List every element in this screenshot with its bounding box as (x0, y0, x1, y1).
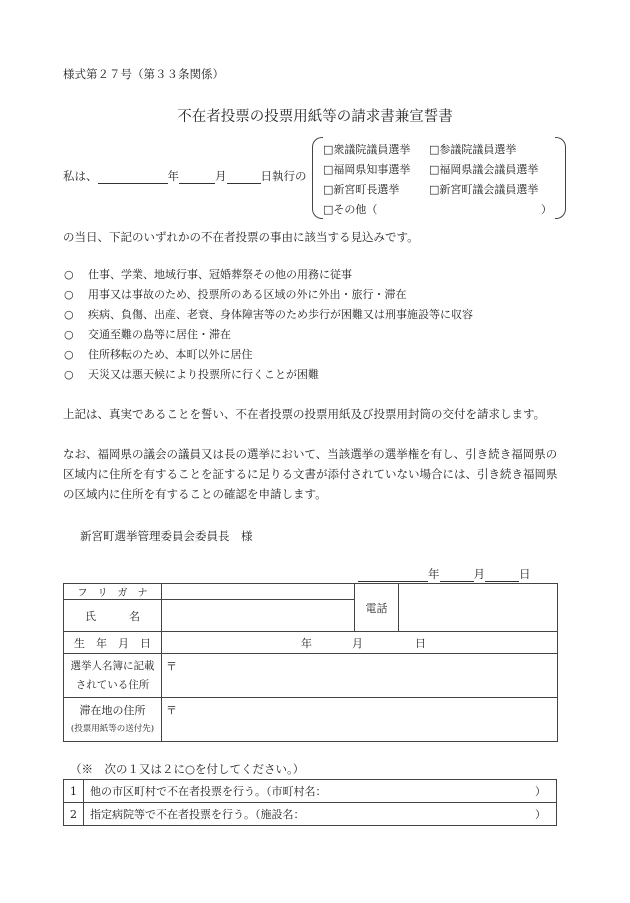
form-number: 様式第２７号（第３３条関係） (63, 67, 224, 81)
month-blank[interactable] (179, 171, 215, 184)
applicant-table (63, 583, 558, 742)
choice-number: 1 (64, 780, 84, 803)
birth-field[interactable] (162, 632, 558, 654)
phone-field[interactable] (399, 584, 558, 632)
furigana-label: フ リ ガ ナ (64, 584, 162, 600)
intro-line (63, 168, 307, 184)
date-month-label: 月 (473, 567, 485, 581)
stay-address-label (64, 698, 162, 742)
left-brace (312, 137, 323, 219)
circle-mark: ○ (64, 348, 74, 361)
election-town-assembly-checkbox[interactable]: □新宮町議会議員選挙 (429, 183, 539, 196)
note-line: なお、福岡県の議会の議員又は長の選挙において、当該選挙の選挙権を有し、引き続き福岡県の (63, 447, 558, 461)
circle-mark: ○ (64, 288, 74, 301)
right-brace (555, 137, 566, 219)
intro-year: 年 (167, 169, 179, 183)
choice-close: ） (535, 785, 546, 798)
continuation-text: の当日、下記のいずれかの不在者投票の事由に該当する見込みです。 (63, 230, 419, 244)
postal-mark: 〒 (166, 704, 177, 717)
reason-text: 仕事、学業、地域行事、冠婚葬祭その他の用務に従事 (88, 268, 352, 281)
reason-text: 用事又は事故のため、投票所のある区域の外に外出・旅行・滞在 (88, 288, 407, 301)
choice-close: ） (535, 808, 546, 821)
registry-address-label (64, 654, 162, 698)
choice-text-cell[interactable] (84, 780, 557, 803)
election-pref-assembly-checkbox[interactable]: □福岡県議会議員選挙 (429, 163, 539, 176)
date-year-blank[interactable] (358, 569, 428, 582)
birth-label: 生 年 月 日 (64, 632, 162, 654)
reason-item[interactable] (64, 266, 352, 282)
election-house-reps-checkbox[interactable]: □衆議院議員選挙 (323, 143, 411, 156)
date-month-blank[interactable] (440, 569, 474, 582)
date-line (358, 566, 531, 582)
reason-item[interactable] (64, 326, 231, 342)
name-field[interactable] (162, 600, 355, 632)
registry-address-label-line2: されている住所 (75, 678, 150, 691)
registry-address-label-line1: 選挙人名簿に記載 (70, 659, 155, 672)
stay-address-label-main: 滞在地の住所 (79, 703, 146, 717)
choice-text: 他の市区町村で不在者投票を行う。（市町村名： (90, 785, 327, 798)
election-mayor-checkbox[interactable]: □新宮町長選挙 (323, 183, 400, 196)
reason-text: 疾病、負傷、出産、老衰、身体障害等のため歩行が困難又は刑事施設等に収容 (88, 308, 473, 321)
reason-item[interactable] (64, 286, 407, 302)
birth-month: 月 (352, 636, 363, 650)
choice-text: 指定病院等で不在者投票を行う。（施設名： (90, 808, 305, 821)
name-label: 氏 名 (64, 600, 162, 632)
furigana-field[interactable] (162, 584, 355, 600)
date-day-label: 日 (519, 567, 531, 581)
circle-mark: ○ (64, 268, 74, 281)
election-governor-checkbox[interactable]: □福岡県知事選挙 (323, 163, 411, 176)
circle-mark: ○ (64, 368, 74, 381)
intro-prefix: 私は、 (63, 169, 98, 183)
date-day-blank[interactable] (485, 569, 519, 582)
addressee: 新宮町選挙管理委員会委員長 様 (80, 529, 253, 543)
stay-address-note: (投票用紙等の送付先) (70, 723, 155, 734)
election-other-checkbox[interactable]: □その他（ (323, 203, 378, 216)
election-councillors-checkbox[interactable]: □参議院議員選挙 (429, 143, 517, 156)
birth-year: 年 (301, 636, 312, 650)
stay-address-field[interactable] (162, 698, 558, 742)
day-blank[interactable] (227, 171, 261, 184)
note-line: の区域内に住所を有することの確認を申請します。 (63, 487, 327, 501)
note-line: 区域内に住所を有することを証するに足りる文書が添付されていない場合には、引き続き福岡県 (63, 467, 558, 481)
intro-month: 月 (215, 169, 227, 183)
page-title: 不在者投票の投票用紙等の請求書兼宣誓書 (177, 109, 453, 125)
phone-label: 電話 (355, 584, 399, 632)
choice-text-cell[interactable] (84, 803, 557, 826)
circle-mark: ○ (64, 308, 74, 321)
postal-mark: 〒 (166, 660, 177, 673)
choice-row[interactable] (64, 803, 557, 826)
reason-text: 住所移転のため、本町以外に居住 (88, 348, 253, 361)
choice-instruction: （※ 次の１又は２に○を付してください。） (70, 762, 305, 776)
oath-text: 上記は、真実であることを誓い、不在者投票の投票用紙及び投票用封筒の交付を請求します。 (63, 407, 546, 421)
choice-number: 2 (64, 803, 84, 826)
choice-row[interactable] (64, 780, 557, 803)
circle-mark: ○ (64, 328, 74, 341)
reason-text: 天災又は悪天候により投票所に行くことが困難 (88, 368, 319, 381)
election-other-close: ） (541, 203, 552, 216)
reason-item[interactable] (64, 306, 473, 322)
reason-text: 交通至難の島等に居住・滞在 (88, 328, 231, 341)
intro-day-held: 日執行の (260, 169, 307, 183)
year-blank[interactable] (98, 171, 168, 184)
reason-item[interactable] (64, 366, 319, 382)
registry-address-field[interactable] (162, 654, 558, 698)
choice-table (63, 779, 557, 826)
date-year-label: 年 (428, 567, 440, 581)
birth-day: 日 (415, 636, 426, 650)
reason-item[interactable] (64, 346, 253, 362)
